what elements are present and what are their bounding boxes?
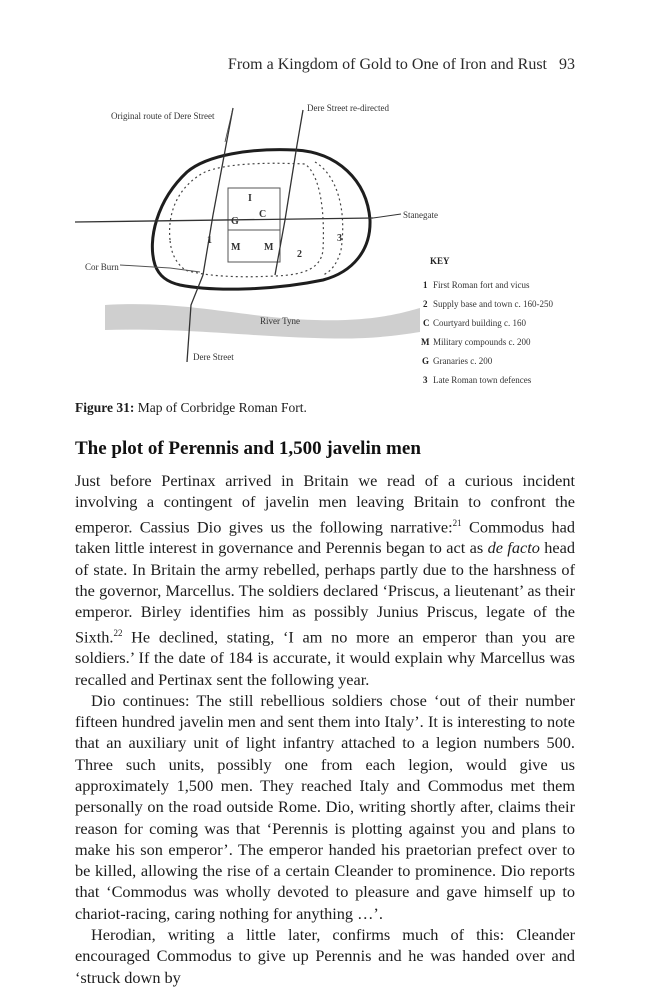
key-text-3: Late Roman town defences: [433, 375, 532, 385]
stanegate-leader: [373, 214, 401, 218]
paragraph-1: [75, 470, 575, 690]
key-text-c: Courtyard building c. 160: [433, 318, 526, 328]
label-stanegate: Stanegate: [403, 210, 438, 220]
site-label-c: C: [259, 209, 267, 220]
body-text: [75, 470, 575, 988]
running-header: [0, 56, 575, 74]
key-code-1: 1: [423, 280, 428, 290]
page-number: 93: [559, 56, 575, 73]
paragraph-1-part-b: Commodus had taken little interest in governance and Perennis began to act as: [75, 517, 575, 558]
key-text-1: First Roman fort and vicus: [433, 280, 530, 290]
footnote-ref-22[interactable]: 22: [113, 627, 123, 638]
site-label-1: 1: [207, 235, 212, 246]
paragraph-1-part-d: He declined, stating, ‘I am no more an emperor than you are soldiers.’ If the date of 184 is accurate, it would explain why Marcellus was recalled and Pertinax sent the following year.: [75, 626, 575, 689]
paragraph-1-italic: de facto: [487, 538, 540, 558]
site-label-3: 3: [337, 233, 342, 244]
paragraph-2: Dio continues: The still rebellious soldiers chose ‘out of their number fifteen hundred javelin men and sent them into Italy’. It is interesting to note that an auxiliary unit of light infantry attached to a legion numbers 500. Three such units, possibly one from each legion, would give us approximately 1,500 men. They reached Italy and Commodus met them personally on the road outside Rome. Dio, writing shortly after, claims their reason for coming was that ‘Perennis is plotting against you and plans to make his son emperor’. The emperor handed his praetorian prefect over to be killed, allowing the rise of a certain Cleander to prominence. Dio reports that ‘Commodus was wholly devoted to pleasure and gave himself up to chariot-racing, caring nothing for anything …’.: [75, 690, 575, 923]
label-dere-redirected: Dere Street re-directed: [307, 103, 389, 113]
section-heading: The plot of Perennis and 1,500 javelin men: [75, 438, 421, 459]
site-label-m-west: M: [231, 242, 241, 253]
running-title: From a Kingdom of Gold to One of Iron and Rust: [227, 56, 547, 73]
key-code-g: G: [422, 356, 430, 366]
figure-caption: [75, 400, 307, 416]
corbridge-map: [75, 100, 585, 395]
site-label-i: I: [248, 193, 252, 204]
stanegate-road: [75, 218, 373, 222]
label-river-tyne: River Tyne: [260, 316, 300, 326]
footnote-ref-21[interactable]: 21: [452, 517, 462, 528]
key-code-c: C: [423, 318, 430, 328]
key-code-2: 2: [423, 299, 428, 309]
site-label-m-east: M: [264, 242, 274, 253]
map-key: [421, 256, 553, 385]
key-title: KEY: [430, 256, 450, 266]
key-code-m: M: [421, 337, 430, 347]
paragraph-1-part-a: Just before Pertinax arrived in Britain we read of a curious incident involving a contingent of javelin men leaving Britain to confront the emperor. Cassius Dio gives us the following narrative:: [75, 471, 575, 537]
paragraph-1-part-c: head of state. In Britain the army rebelled, perhaps partly due to the harshness of the governor, Marcellus. The soldiers declared ‘Priscus, a lieutenant’ as their emperor. Birley identifies him as possibly Junius Priscus, legate of the Sixth.: [75, 538, 575, 646]
figure-caption-text: Map of Corbridge Roman Fort.: [134, 400, 307, 415]
label-dere-street: Dere Street: [193, 352, 234, 362]
paragraph-3: Herodian, writing a little later, confirms much of this: Cleander encouraged Commodus to give up Perennis and he was handed over and ‘struck down by: [75, 925, 575, 987]
label-cor-burn: Cor Burn: [85, 262, 119, 272]
figure-caption-label: Figure 31:: [75, 400, 135, 415]
key-text-m: Military compounds c. 200: [433, 337, 531, 347]
site-label-2: 2: [297, 249, 302, 260]
key-text-g: Granaries c. 200: [433, 356, 493, 366]
site-label-g: G: [231, 216, 239, 227]
key-text-2: Supply base and town c. 160-250: [433, 299, 553, 309]
label-original-route: Original route of Dere Street: [111, 111, 215, 121]
key-code-3: 3: [423, 375, 428, 385]
original-route-leader: [225, 108, 233, 142]
